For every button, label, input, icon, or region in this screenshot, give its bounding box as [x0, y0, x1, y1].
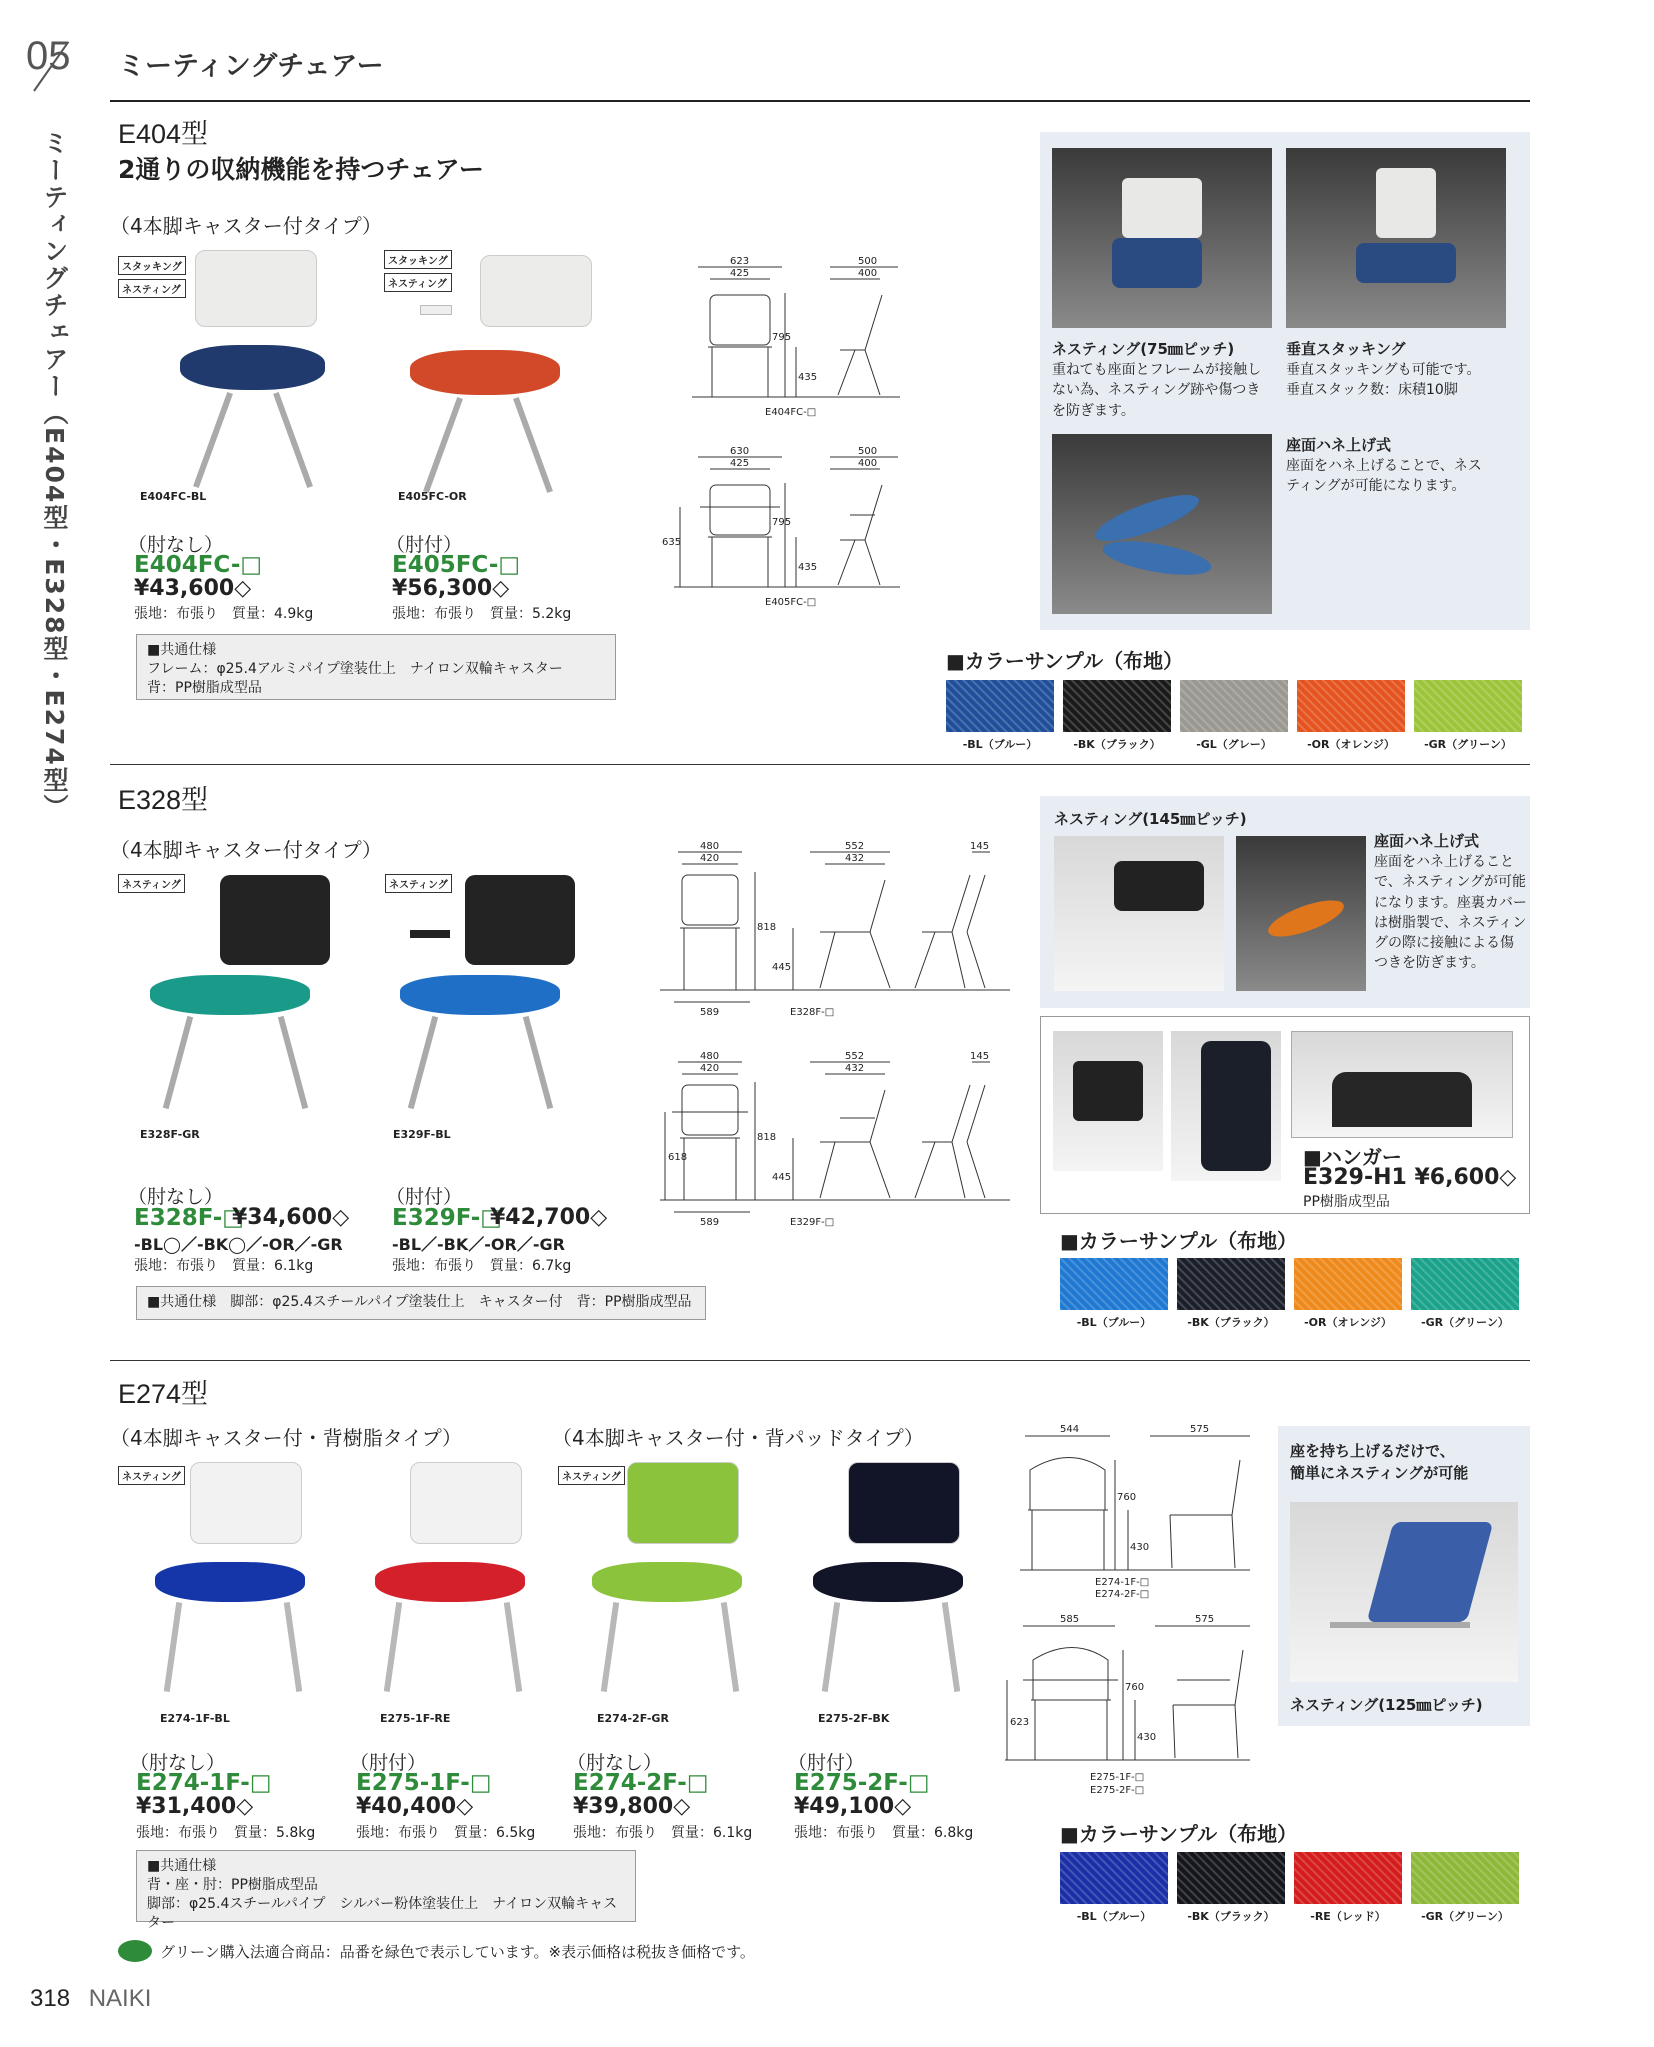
dim-seat-height: 430: [1130, 1542, 1150, 1553]
dim-inner-width: 420: [700, 853, 720, 864]
e404-chair-b-code: E405FC-OR: [398, 490, 467, 503]
stacking-title: 垂直スタッキング: [1286, 340, 1406, 358]
hanger-photo-2: [1171, 1031, 1281, 1181]
dim-depth: 552: [845, 841, 865, 852]
dim-width: 480: [700, 1051, 720, 1062]
e274-spec: 張地：布張り 質量：6.8kg: [794, 1825, 974, 1841]
diagram-label: E275-2F-□: [1090, 1785, 1145, 1796]
chair-leg: [942, 1602, 960, 1692]
e274-feature-panel: [1278, 1426, 1530, 1726]
dim-inner-width: 425: [730, 458, 750, 469]
diagram-label: E329F-□: [790, 1217, 835, 1228]
dim-height: 760: [1125, 1682, 1145, 1693]
seat-flip-title: 座面ハネ上げ式: [1374, 832, 1480, 850]
e274-chair-code: E274-1F-BL: [160, 1712, 230, 1725]
chair-back: [220, 875, 330, 965]
dim-depth: 552: [845, 1051, 865, 1062]
swatch-label: -BK（ブラック）: [1187, 1910, 1275, 1923]
dim-depth: 575: [1190, 1424, 1210, 1435]
chair-leg: [601, 1602, 619, 1692]
armrest: [410, 930, 450, 938]
e328-a-arm: （肘なし）: [128, 1186, 224, 1208]
dim-inner-width: 425: [730, 268, 750, 279]
chair-seat: [375, 1562, 525, 1602]
e404-chair-b-photo: [400, 250, 600, 500]
dim-nested-width: 589: [700, 1217, 720, 1228]
e404-b-arm: （肘付）: [386, 534, 463, 556]
dim-nested-width: 589: [700, 1007, 720, 1018]
swatch-label: -BL（ブルー）: [1076, 1316, 1152, 1329]
dim-width: 623: [730, 256, 750, 267]
e404-b-price: ¥56,300◇: [392, 576, 510, 601]
e274-chair-code: E275-1F-RE: [380, 1712, 451, 1725]
dim-arm-height: 623: [1010, 1717, 1030, 1728]
seat-flip-photo: [1236, 836, 1366, 991]
section-divider: [110, 1360, 1530, 1361]
e404-headline: 2通りの収納機能を持つチェアー: [118, 155, 484, 184]
color-swatch: [1180, 680, 1288, 732]
dim-seat-height: 445: [772, 962, 792, 973]
dim-height: 818: [757, 922, 777, 933]
dim-depth: 575: [1195, 1614, 1215, 1625]
dim-width: 585: [1060, 1614, 1080, 1625]
e328-chair-a-photo: [140, 875, 350, 1115]
green-purchase-logo: [118, 1940, 152, 1962]
swatch-label: -BL（ブルー）: [962, 738, 1038, 751]
e328-chair-a-code: E328F-GR: [140, 1128, 200, 1141]
nesting-photo: [1290, 1502, 1518, 1682]
tag-nesting: ネスティング: [118, 874, 185, 893]
chair-seat: [180, 345, 325, 390]
chair-seat: [813, 1562, 963, 1602]
dim-arm-height: 635: [662, 537, 682, 548]
e274-spec: 張地：布張り 質量：6.5kg: [356, 1825, 536, 1841]
e274-type-a: （4本脚キャスター付・背樹脂タイプ）: [110, 1426, 462, 1450]
dim-nesting-pitch: 145: [970, 841, 990, 852]
color-swatch: [1414, 680, 1522, 732]
stacking-text: 垂直スタッキングも可能です。 垂直スタック数：床積10脚: [1286, 362, 1481, 399]
e329f-dimension-diagram: [660, 1050, 1020, 1230]
e328-series-title: E328型: [118, 785, 209, 815]
armrest: [420, 305, 452, 315]
hanger-model-price: E329-H1 ¥6,600◇: [1303, 1165, 1517, 1190]
dim-seat-depth: 432: [845, 853, 865, 864]
e328-a-model: E328F-□: [134, 1205, 245, 1231]
e274-chair-photo: [140, 1462, 340, 1697]
page-number: 318: [30, 1985, 71, 2012]
header-rule: [110, 100, 1530, 102]
e274-common-spec: ■共通仕様 背・座・肘：PP樹脂成型品 脚部：φ25.4スチールパイプ シルバー粉体塗装仕上 ナイロン双輪キャスター: [136, 1850, 636, 1922]
e328f-dimension-diagram: [660, 840, 1020, 1020]
color-swatch: [1063, 680, 1171, 732]
chair-back: [190, 1462, 302, 1544]
dim-height: 818: [757, 1132, 777, 1143]
e404-b-model: E405FC-□: [392, 552, 521, 578]
swatch-label: -RE（レッド）: [1310, 1910, 1386, 1923]
dim-width: 544: [1060, 1424, 1080, 1435]
e404-chair-a-photo: [140, 250, 340, 500]
e274-chair-code: E274-2F-GR: [597, 1712, 669, 1725]
brand-name: NAIKI: [88, 1985, 152, 2012]
e274-price: ¥49,100◇: [794, 1794, 912, 1819]
swatch-label: -BL（ブルー）: [1076, 1910, 1152, 1923]
e404-chair-a-code: E404FC-BL: [140, 490, 207, 503]
chair-leg: [504, 1602, 522, 1692]
chair-leg: [822, 1602, 840, 1692]
e274-chair-code: E275-2F-BK: [818, 1712, 890, 1725]
swatch-label: -GR（グリーン）: [1421, 1316, 1509, 1329]
dim-seat-depth: 432: [845, 1063, 865, 1074]
e328-swatch-title: ■カラーサンプル（布地）: [1060, 1229, 1298, 1253]
section-number: 05: [26, 34, 71, 78]
color-swatch: [1294, 1852, 1402, 1904]
tag-stacking: スタッキング: [384, 250, 452, 269]
e404-common-spec: ■共通仕様 フレーム：φ25.4アルミパイプ塗装仕上 ナイロン双輪キャスター 背：PP樹脂成型品: [136, 634, 616, 700]
e274-type-b: （4本脚キャスター付・背パッドタイプ）: [552, 1426, 924, 1450]
e328-chair-b-photo: [385, 875, 605, 1115]
tag-stacking: スタッキング: [118, 256, 186, 275]
nesting-text: 重ねても座面とフレームが接触し ない為、ネスティング跡や傷つき を防ぎます。: [1052, 362, 1262, 419]
hanger-photo-1: [1053, 1031, 1163, 1171]
chair-seat: [155, 1562, 305, 1602]
category-title: ミーティングチェアー: [118, 51, 384, 82]
hanger-note: PP樹脂成型品: [1303, 1194, 1390, 1210]
color-swatch: [1060, 1852, 1168, 1904]
tag-nesting: ネスティング: [118, 1466, 185, 1485]
e328-b-model: E329F-□: [392, 1205, 503, 1231]
e274-spec: 張地：布張り 質量：5.8kg: [136, 1825, 316, 1841]
e328-a-price: ¥34,600◇: [232, 1205, 350, 1230]
color-swatch: [1411, 1258, 1519, 1310]
e328-b-price: ¥42,700◇: [490, 1205, 608, 1230]
dim-height: 795: [772, 332, 792, 343]
chair-back: [465, 875, 575, 965]
e275-dimension-diagram: [995, 1610, 1260, 1800]
e404-series-title: E404型: [118, 119, 209, 149]
chair-back: [848, 1462, 960, 1544]
e274-dimension-diagram: [1010, 1420, 1260, 1600]
e328-common-spec: ■共通仕様 脚部：φ25.4スチールパイプ塗装仕上 キャスター付 背：PP樹脂成型品: [136, 1286, 706, 1320]
chair-seat: [400, 975, 560, 1015]
dim-width: 480: [700, 841, 720, 852]
e328-b-variants: -BL／-BK／-OR／-GR: [392, 1235, 565, 1254]
color-swatch: [1060, 1258, 1168, 1310]
e274-chair-photo: [577, 1462, 777, 1697]
chair-leg: [164, 1602, 182, 1692]
chair-back: [195, 250, 317, 327]
panel-title-line2: 簡単にネスティングが可能: [1290, 1464, 1469, 1482]
e328-b-arm: （肘付）: [386, 1186, 463, 1208]
dim-seat-height: 445: [772, 1172, 792, 1183]
diagram-label: E328F-□: [790, 1007, 835, 1018]
e328-b-spec: 張地：布張り 質量：6.7kg: [392, 1258, 572, 1274]
swatch-label: -BK（ブラック）: [1073, 738, 1161, 751]
dim-nesting-pitch: 145: [970, 1051, 990, 1062]
dim-seat-height: 435: [798, 372, 818, 383]
dim-arm-height: 618: [668, 1152, 688, 1163]
nesting-photo: [1054, 836, 1224, 991]
e274-model: E275-1F-□: [356, 1770, 492, 1796]
chair-back: [627, 1462, 739, 1544]
chair-seat: [150, 975, 310, 1015]
chair-back: [410, 1462, 522, 1544]
dim-seat-depth: 400: [858, 268, 878, 279]
color-swatch: [1297, 680, 1405, 732]
dim-depth: 500: [858, 256, 878, 267]
e274-price: ¥39,800◇: [573, 1794, 691, 1819]
e404fc-dimension-diagram: [660, 255, 910, 430]
hanger-photo-3: [1291, 1031, 1513, 1138]
tag-nesting: ネスティング: [385, 874, 452, 893]
e405fc-dimension-diagram: [660, 445, 910, 620]
tag-nesting: ネスティング: [558, 1466, 625, 1485]
e404-swatch-title: ■カラーサンプル（布地）: [946, 649, 1184, 673]
seat-flip-photo: [1052, 434, 1272, 614]
e328-type: （4本脚キャスター付タイプ）: [110, 838, 382, 862]
e274-arm: （肘付）: [788, 1752, 865, 1774]
color-swatch: [946, 680, 1054, 732]
section-divider: [110, 764, 1530, 765]
footer-note: グリーン購入法適合商品：品番を緑色で表示しています。※表示価格は税抜き価格です。: [160, 1943, 755, 1961]
e328-a-variants: -BL◯／-BK◯／-OR／-GR: [134, 1235, 343, 1254]
e404-b-spec: 張地：布張り 質量：5.2kg: [392, 606, 572, 622]
sidebar-vertical-title: ミーティングチェアー（E404型・E328型・E274型）: [40, 130, 69, 821]
seat-flip-title: 座面ハネ上げ式: [1286, 436, 1392, 454]
e274-price: ¥31,400◇: [136, 1794, 254, 1819]
diagram-label: E274-1F-□: [1095, 1577, 1150, 1588]
chair-back: [480, 255, 592, 327]
chair-leg: [384, 1602, 402, 1692]
tag-nesting: ネスティング: [384, 273, 452, 292]
dim-inner-width: 420: [700, 1063, 720, 1074]
chair-seat: [592, 1562, 742, 1602]
diagram-label: E275-1F-□: [1090, 1772, 1145, 1783]
e274-arm: （肘なし）: [130, 1752, 226, 1774]
dim-width: 630: [730, 446, 750, 457]
swatch-label: -GR（グリーン）: [1424, 738, 1512, 751]
chair-leg: [721, 1602, 739, 1692]
e274-series-title: E274型: [118, 1379, 209, 1409]
chair-leg: [284, 1602, 302, 1692]
diagram-label: E274-2F-□: [1095, 1589, 1150, 1600]
swatch-label: -GR（グリーン）: [1421, 1910, 1509, 1923]
dim-seat-height: 435: [798, 562, 818, 573]
e274-chair-photo: [360, 1462, 560, 1697]
dim-height: 760: [1117, 1492, 1137, 1503]
e274-chair-photo: [798, 1462, 998, 1697]
e404-a-arm: （肘なし）: [128, 534, 224, 556]
e274-spec: 張地：布張り 質量：6.1kg: [573, 1825, 753, 1841]
seat-flip-text: 座面をハネ上げることで、ネス ティングが可能になります。: [1286, 458, 1482, 495]
swatch-label: -OR（オレンジ）: [1304, 1316, 1392, 1329]
diagram-label: E405FC-□: [765, 597, 817, 608]
e328-chair-b-code: E329F-BL: [393, 1128, 451, 1141]
e404-type: （4本脚キャスター付タイプ）: [110, 214, 382, 238]
swatch-label: -OR（オレンジ）: [1307, 738, 1395, 751]
nesting-photo: [1052, 148, 1272, 328]
dim-seat-depth: 400: [858, 458, 878, 469]
nesting-title: ネスティング(75㎜ピッチ): [1052, 340, 1235, 358]
color-swatch: [1294, 1258, 1402, 1310]
e274-model: E274-1F-□: [136, 1770, 272, 1796]
dim-seat-height: 430: [1137, 1732, 1157, 1743]
nesting-caption: ネスティング(125㎜ピッチ): [1290, 1696, 1483, 1714]
e274-arm: （肘付）: [350, 1752, 427, 1774]
e274-arm: （肘なし）: [567, 1752, 663, 1774]
dim-height: 795: [772, 517, 792, 528]
stacking-photo: [1286, 148, 1506, 328]
e328-feature-panel: [1040, 796, 1530, 1008]
e274-model: E275-2F-□: [794, 1770, 930, 1796]
e274-price: ¥40,400◇: [356, 1794, 474, 1819]
chair-seat: [410, 350, 560, 395]
e404-a-model: E404FC-□: [134, 552, 263, 578]
tag-nesting: ネスティング: [118, 279, 186, 298]
e274-swatch-title: ■カラーサンプル（布地）: [1060, 1822, 1298, 1846]
diagram-label: E404FC-□: [765, 407, 817, 418]
hanger-box: [1040, 1016, 1530, 1214]
e404-a-spec: 張地：布張り 質量：4.9kg: [134, 606, 314, 622]
color-swatch: [1177, 1852, 1285, 1904]
swatch-label: -GL（グレー）: [1196, 738, 1272, 751]
panel-title-line1: 座を持ち上げるだけで、: [1290, 1442, 1455, 1460]
e404-feature-panel: [1040, 132, 1530, 630]
swatch-label: -BK（ブラック）: [1187, 1316, 1275, 1329]
color-swatch: [1177, 1258, 1285, 1310]
e328-a-spec: 張地：布張り 質量：6.1kg: [134, 1258, 314, 1274]
e274-model: E274-2F-□: [573, 1770, 709, 1796]
page-footer: [30, 1985, 151, 2013]
e404-a-price: ¥43,600◇: [134, 576, 252, 601]
seat-flip-text: 座面をハネ上げること で、ネスティングが可能 になります。座裏カバー は樹脂製で、ネスティン グの際に接触による傷 つきを防ぎます。: [1374, 854, 1527, 972]
hanger-title: ■ハンガー: [1303, 1145, 1402, 1169]
color-swatch: [1411, 1852, 1519, 1904]
dim-depth: 500: [858, 446, 878, 457]
nesting-title: ネスティング(145㎜ピッチ): [1054, 810, 1247, 828]
